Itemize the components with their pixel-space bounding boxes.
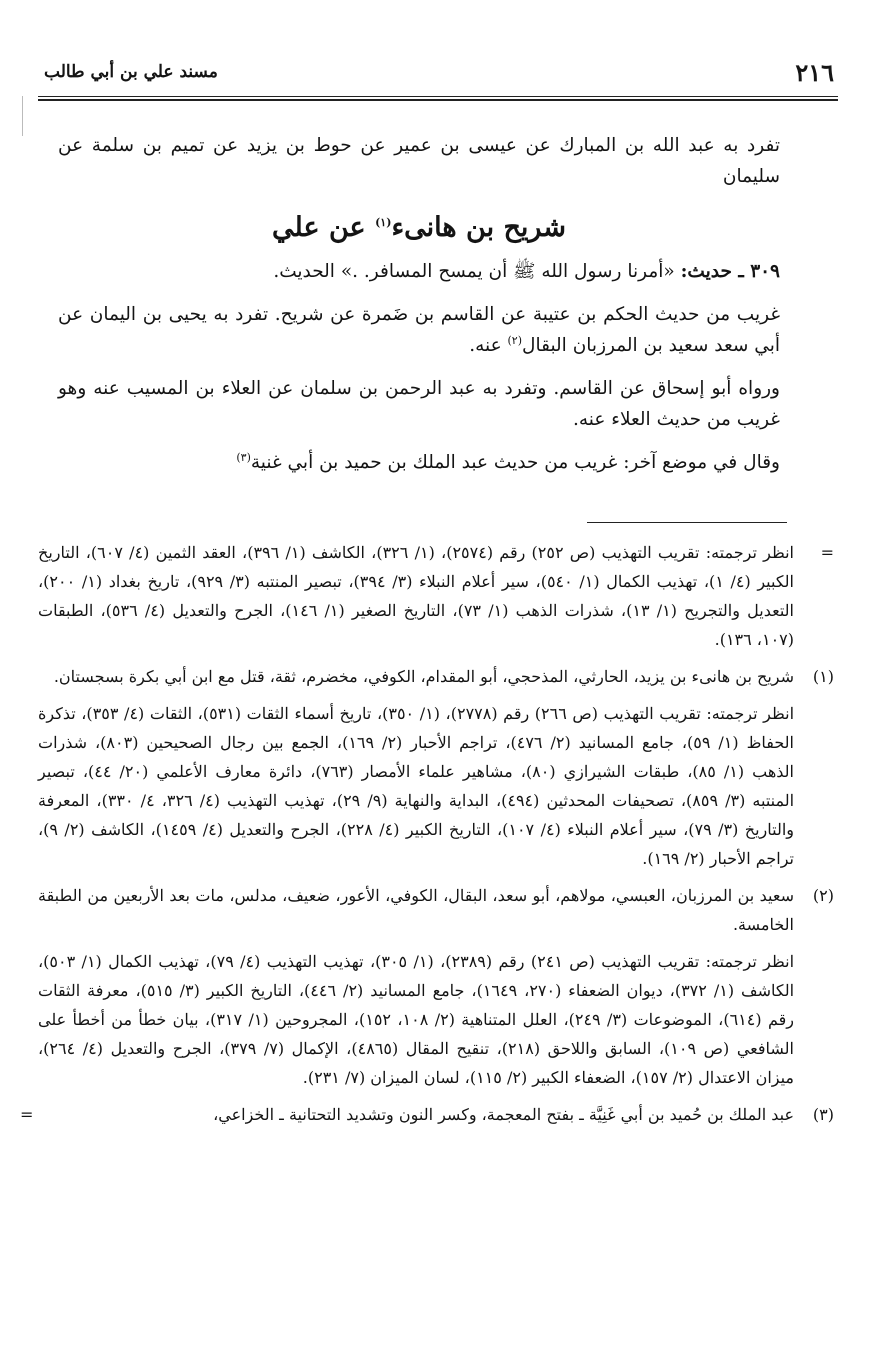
paragraph-gharib xyxy=(58,299,780,361)
footnote-1-sources: انظر ترجمته: تقريب التهذيب (ص ٢٦٦) رقم (٢٧٧٨)، (١/ ٣٥٠)، تاريخ أسماء الثقات (٥٣١)، الثقات (٤/ ٣٥٣)، تذكرة الحفاظ (١/ ٥٩)، جامع المسانيد (٢/ ٤٧٦)، تراجم الأحبار (٢/ ١٦٩)، الجمع بين رجال الصحيحين (٨٠٣)، شذرات الذهب (١/ ٨٥)، طبقات الشيرازي (٨٠)، مشاهير علماء الأمصار (٧٦٣)، دائرة معارف الأعلمي (٢٠/ ٤٤)، تبصير المنتبه (٣/ ٨٥٩)، تصحيفات المحدثين (٤٩٤)، البداية والنهاية (٩/ ٢٩)، تهذيب التهذيب (٤/ ٣٢٦، ٤/ ٣٣٠)، المعرفة والتاريخ (٣/ ٧٩)، سير أعلام النبلاء (٤/ ١٠٧)، التاريخ الكبير (٤/ ٢٢٨)، الجرح والتعديل (٤/ ١٤٥٩)، الكاشف (٢/ ٩)، تراجم الأحبار (٢/ ١٦٩). xyxy=(38,704,795,868)
section-title-name: شريح بن هانىء xyxy=(391,212,566,243)
paragraph-other-text: وقال في موضع آخر: غريب من حديث عبد الملك بن حميد بن أبي غنية xyxy=(250,452,780,473)
hadith-text: «أمرنا رسول الله ﷺ أن يمسح المسافر. .» الحديث. xyxy=(273,261,681,282)
header-rule-thick xyxy=(38,99,838,101)
running-title: مسند علي بن أبي طالب xyxy=(44,62,218,82)
footnote-separator xyxy=(587,522,787,523)
paragraph-gharib-end: عنه. xyxy=(469,335,508,356)
hadith-label: ٣٠٩ ـ حديث: xyxy=(680,261,780,282)
footnote-3-mark: (٣) xyxy=(812,1105,834,1124)
continuation-mark: = xyxy=(820,543,834,562)
footnote-1 xyxy=(38,662,838,691)
footnote-ref-3: (٣) xyxy=(236,450,251,464)
paragraph-other xyxy=(58,447,780,478)
hadith-309 xyxy=(58,256,780,287)
footnote-ref-1: (١) xyxy=(375,216,392,229)
footnote-3 xyxy=(20,1100,838,1129)
footnote-continued-text: انظر ترجمته: تقريب التهذيب (ص ٢٥٢) رقم (٢٥٧٤)، (١/ ٣٢٦)، الكاشف (١/ ٣٩٦)، العقد الثمين (٤/ ٦٠٧)، التاريخ الكبير (٤/ ١)، تهذيب الكمال (١/ ٥٤٠)، سير أعلام النبلاء (٣/ ٣٩٤)، تبصير المنتبه (٣/ ٩٢٩)، تاريخ بغداد (١/ ٢٠٠)، التعديل والتجريح (١/ ١٣)، شذرات الذهب (١/ ٧٣)، التاريخ الصغير (١/ ١٤٦)، الجرح والتعديل (٤/ ٥٣٦)، الطبقات (١٠٧، ١٣٦). xyxy=(38,543,795,649)
margin-mark xyxy=(22,96,24,136)
footnote-2-sources: انظر ترجمته: تقريب التهذيب (ص ٢٤١) رقم (٢٣٨٩)، (١/ ٣٠٥)، تهذيب التهذيب (٤/ ٧٩)، تهذيب الكمال (١/ ٥٠٣)، الكاشف (١/ ٣٧٢)، ديوان الضعفاء (٢٧٠، ١٦٤٩)، جامع المسانيد (٢/ ٤٤٦)، التاريخ الكبير (٣/ ٥١٥)، معرفة الثقات رقم (٦١٤)، الموضوعات (٣/ ٢٤٩)، العلل المتناهية (٢/ ١٠٨، ١٥٢)، المجروحين (١/ ٣١٧)، بيان خطأ من أخطأ على الشافعي (ص ١٠٩)، السابق واللاحق (٢١٨)، تنقيح المقال (٤٨٦٥)، الإكمال (٧/ ٣٧٩)، الجرح والتعديل (٤/ ٢٦٤)، ميزان الاعتدال (٢/ ١٥٧)، الضعفاء الكبير (٢/ ١١٥)، لسان الميزان (٧/ ٢٣١). xyxy=(38,952,795,1087)
footnote-1-text: شريح بن هانىء بن يزيد، الحارثي، المذحجي، أبو المقدام، الكوفي، مخضرم، ثقة، قتل مع ابن أبي بكرة بسجستان. xyxy=(53,667,794,686)
footnote-2-text: سعيد بن المرزبان، العبسي، مولاهم، أبو سعد، البقال، الكوفي، الأعور، ضعيف، مدلس، مات بعد الأربعين من الطبقة الخامسة. xyxy=(38,886,794,934)
section-title xyxy=(58,210,780,246)
footnote-2 xyxy=(38,881,838,939)
footnote-2-mark: (٢) xyxy=(812,886,834,905)
header-rule xyxy=(38,96,838,97)
footnote-3-text: عبد الملك بن حُميد بن أبي غَنِيَّة ـ بفتح المعجمة، وكسر النون وتشديد التحتانية ـ الخزاعي، xyxy=(213,1105,794,1124)
footnote-ref-2: (٢) xyxy=(507,333,523,347)
footnote-3-continuation: = xyxy=(20,1105,34,1124)
section-title-end: عن علي xyxy=(272,212,376,243)
paragraph-gharib-text: غريب من حديث الحكم بن عتيبة عن القاسم بن ضَمرة عن شريح. تفرد به يحيى بن اليمان عن أبي سعد سعيد بن المرزبان البقال xyxy=(58,304,780,356)
footnote-1-mark: (١) xyxy=(812,667,834,686)
page-number: ٢١٦ xyxy=(795,58,834,87)
footnote-continued xyxy=(38,538,838,654)
page-header xyxy=(38,58,838,92)
footnotes xyxy=(20,538,838,1137)
paragraph-abu-ishaq: ورواه أبو إسحاق عن القاسم. وتفرد به عبد الرحمن بن سلمان عن العلاء بن المسيب عنه وهو غريب من حديث العلاء عنه. xyxy=(58,378,780,430)
main-text xyxy=(58,130,780,478)
paragraph-intro: تفرد به عبد الله بن المبارك عن عيسى بن عمير عن حوط بن يزيد عن تميم بن سلمة عن سليمان xyxy=(58,135,780,187)
